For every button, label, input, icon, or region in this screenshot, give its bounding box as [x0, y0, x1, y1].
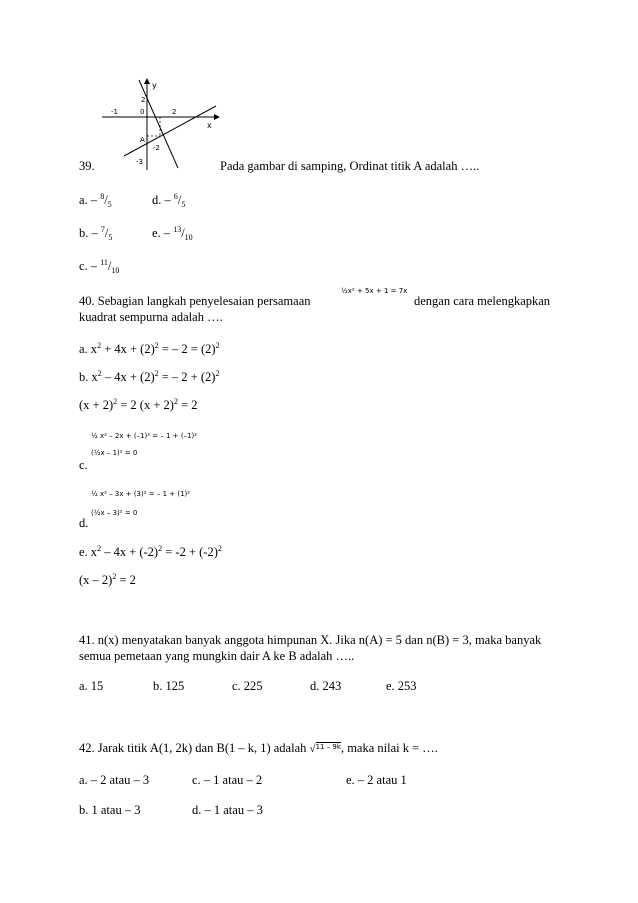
q40-option-d-label: d.: [79, 516, 89, 530]
q40-option-b-line2: [79, 398, 198, 412]
q40-stem-line2: kuadrat sempurna adalah ….: [79, 310, 223, 324]
frac-num: 8: [100, 192, 105, 201]
q42-option-e: e. – 2 atau 1: [346, 773, 407, 787]
q39-option-e: e. – $^{13}/_{10}$: [152, 225, 193, 242]
exp: 2: [154, 341, 159, 350]
eq-part: + 4x + (2): [101, 342, 155, 356]
frac-num: 11: [100, 258, 108, 267]
eq-part: = 2: [177, 398, 198, 412]
q41-option-e: e. 253: [386, 679, 417, 693]
q42-option-a: a. – 2 atau – 3: [79, 773, 150, 787]
eq-part: (x – 2): [79, 573, 113, 587]
exp: 2: [215, 341, 220, 350]
eq-part: = – 2 + (2): [158, 370, 216, 384]
q40-option-d-eq2: (½x – 3)² = 0: [91, 509, 138, 517]
option-prefix: a. –: [79, 193, 101, 207]
q41-line1: 41. n(x) menyatakan banyak anggota himpunan X. Jika n(A) = 5 dan n(B) = 3, maka banyak: [79, 633, 542, 647]
q42-stem-end: , maka nilai k = ….: [340, 741, 438, 755]
option-prefix: e. –: [152, 226, 174, 240]
q40-option-c-eq2: (½x – 1)² = 0: [91, 449, 138, 457]
q40-option-b: [79, 370, 219, 384]
eq-part: = -2 + (-2): [162, 545, 218, 559]
eq-part: e. x: [79, 545, 98, 559]
option-prefix: d. –: [152, 193, 174, 207]
exp: 2: [112, 572, 117, 581]
frac-den: 5: [108, 233, 113, 242]
eq-part: – 4x + (2): [101, 370, 155, 384]
q41-option-c: c. 225: [232, 679, 263, 693]
frac-den: 10: [111, 266, 120, 275]
eq-part: = – 2 = (2): [158, 342, 216, 356]
eq-part: = 2: [116, 573, 136, 587]
exp: 2: [215, 369, 220, 378]
eq-part: – 4x + (-2): [101, 545, 159, 559]
q39-option-b: b. – $^7/_5$: [79, 225, 113, 242]
exp: 2: [173, 397, 178, 406]
q39-option-c: c. – $^{11}/_{10}$: [79, 258, 120, 275]
q39-option-d: d. – $^6/_5$: [152, 192, 186, 209]
q39-option-a: a. – $^8/_5$: [79, 192, 112, 209]
q40-option-c-label: c.: [79, 458, 88, 472]
tick-neg1: -1: [111, 108, 118, 116]
q41-line2: semua pemetaan yang mungkin dair A ke B adalah …..: [79, 649, 355, 663]
exp: 2: [97, 369, 102, 378]
exp: 2: [97, 544, 102, 553]
x-axis-arrow: [214, 114, 220, 120]
q42-option-b: b. 1 atau – 3: [79, 803, 141, 817]
q39-number: 39.: [79, 159, 95, 173]
q40-option-c-eq1: ½ x² – 2x + (–1)² = – 1 + (–1)²: [91, 432, 198, 440]
frac-num: 6: [173, 192, 178, 201]
option-prefix: c. –: [79, 259, 101, 273]
q40-stem-start: 40. Sebagian langkah penyelesaian persamaan: [79, 294, 311, 308]
exp: 2: [154, 369, 159, 378]
frac-num: 13: [173, 225, 182, 234]
sqrt-radicand: 11 – 9k: [315, 743, 341, 751]
q40-equation: ½x² + 5x + 1 = 7x: [341, 287, 408, 295]
tick-y2: 2: [141, 96, 146, 104]
q42-stem: [79, 741, 438, 757]
q40-option-d-eq1: ½ x² – 3x + (3)² = – 1 + (1)²: [91, 490, 191, 498]
coordinate-graph: [96, 78, 236, 178]
q42-option-d: d. – 1 atau – 3: [192, 803, 263, 817]
q42-option-c: c. – 1 atau – 2: [192, 773, 263, 787]
eq-part: a. x: [79, 342, 98, 356]
q40-option-e-line2: [79, 573, 136, 587]
q41-option-a: a. 15: [79, 679, 104, 693]
sqrt-symbol: √: [309, 743, 316, 755]
eq-part: = 2 (x + 2): [117, 398, 174, 412]
tick-x2: 2: [172, 108, 177, 116]
y-axis-arrow: [144, 78, 150, 84]
frac-den: 5: [181, 200, 186, 209]
point-a-label: A: [140, 136, 145, 144]
q41-option-b: b. 125: [153, 679, 185, 693]
frac-den: 10: [184, 233, 193, 242]
axis-y-label: y: [152, 81, 157, 90]
frac-num: 7: [100, 225, 105, 234]
q40-stem-end: dengan cara melengkapkan: [414, 294, 551, 308]
eq-part: (x + 2): [79, 398, 114, 412]
tick-neg2: -2: [153, 144, 160, 152]
q40-option-e: [79, 545, 222, 559]
frac-den: 5: [107, 200, 112, 209]
q41-option-d: d. 243: [310, 679, 342, 693]
exp: 2: [113, 397, 118, 406]
line-shallow: [124, 106, 216, 156]
q40-option-a: [79, 342, 220, 356]
tick-neg3: -3: [136, 158, 143, 166]
exp: 2: [217, 544, 222, 553]
axis-x-label: x: [207, 121, 212, 130]
q42-stem-text: 42. Jarak titik A(1, 2k) dan B(1 – k, 1) adalah: [79, 741, 307, 755]
eq-part: b. x: [79, 370, 98, 384]
q39-text: Pada gambar di samping, Ordinat titik A adalah …..: [220, 159, 480, 173]
exp: 2: [97, 341, 102, 350]
tick-origin: 0: [140, 108, 145, 116]
option-prefix: b. –: [79, 226, 101, 240]
exp: 2: [158, 544, 163, 553]
line-steep: [139, 80, 178, 168]
